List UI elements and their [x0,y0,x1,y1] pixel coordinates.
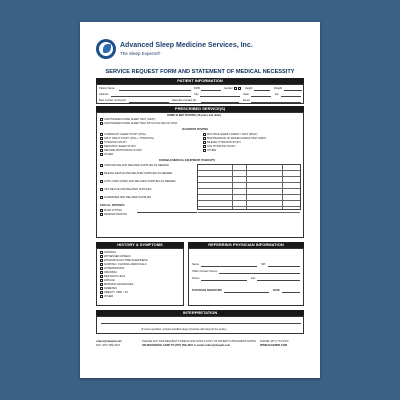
history-checkbox[interactable] [100,275,103,278]
mslt-checkbox[interactable] [203,133,206,136]
history-checkbox[interactable] [100,279,103,282]
state-field[interactable] [251,96,271,97]
history-checkbox[interactable] [100,291,103,294]
desensitization-checkbox[interactable] [100,213,103,216]
mwt-label: MAINTENANCE OF WAKEFULNESS TEST (MWT) [207,137,267,140]
asv-device-label: ASV DEVICE AND RELATED SUPPLIES [104,188,152,191]
history-checkbox[interactable] [100,267,103,270]
in-center-other-right-label: OTHER [207,149,217,152]
history-item: INSOMNIA [104,271,117,274]
gender-f-checkbox[interactable] [238,87,241,90]
physician-name-field[interactable] [201,266,257,267]
mslt-label: MULTIPLE SLEEP LATENCY TEST (MSLT) [207,133,258,136]
split-night-label: SPLIT NIGHT STUDY (PSG + TITRATION) [104,137,154,140]
company-name: Advanced Sleep Medicine Services, Inc. [120,42,253,49]
history-item: SNORING [104,251,117,254]
seizure-label: SEIZURE MONITORING STUDY [104,149,143,152]
psg-label: OVERNIGHT SLEEP STUDY (PSG) [104,133,146,136]
history-checkbox[interactable] [100,283,103,286]
history-checkbox[interactable] [100,287,103,290]
company-tagline: The Sleep Experts® [120,51,161,56]
history-item: EXCESSIVE DAYTIME SLEEPINESS [104,259,148,262]
physician-name-label: Name [192,263,199,266]
asv-titration-label: ASV TITRATION STUDY [207,145,236,148]
history-item: OTHER [104,295,114,298]
history-checkbox[interactable] [100,295,103,298]
history-item: FATIGUE [104,279,115,282]
fax-field[interactable] [257,280,300,281]
history-item: RESTLESS LEGS [104,275,126,278]
history-checkbox[interactable] [100,259,103,262]
bilevel-device-label: BILEVEL DEVICE AND RELATED SUPPLIES AS NEEDED [104,172,173,175]
field-city-label: City [194,93,199,96]
history-section [96,248,184,306]
history-checkbox[interactable] [100,271,103,274]
psg-checkbox[interactable] [100,133,103,136]
field-patient-name-label: Patient Name [99,87,115,90]
field-zip-label: Zip [275,93,279,96]
history-item: DIABETES [104,287,117,290]
apap-device-label: AUTO-CPAP (APAP) AND RELATED SUPPLIES AS NEEDED [104,180,176,183]
fax-label: Fax [251,277,256,280]
apap-device-checkbox[interactable] [100,180,103,183]
table-divider [232,165,233,209]
in-center-other-right-checkbox[interactable] [203,149,206,152]
gender-m-checkbox[interactable] [234,87,237,90]
split-night-checkbox[interactable] [100,137,103,140]
history-item: OBESITY / BMI > 30 [104,291,128,294]
prescribed-services-section [96,112,304,238]
history-checkbox[interactable] [100,255,103,258]
dob-field[interactable] [201,90,221,91]
weight-field[interactable] [284,90,302,91]
interpretation-section [96,316,304,334]
mask-fitting-label: MASK FITTING [104,209,123,212]
footer-phone: PHONE: (877) 773-3373 [260,340,289,343]
company-logo-icon [96,39,116,59]
cpap-device-label: CPAP DEVICE AND RELATED SUPPLIES AS NEEDED [104,164,169,167]
footer-instructions-line2: OR INSURANCE CARD TO (877) 959-4227 or email orders@sleepdr.com [142,344,231,347]
cpap-device-checkbox[interactable] [100,164,103,167]
interpretation-header: INTERPRETATION [96,310,304,316]
form-title: SERVICE REQUEST FORM AND STATEMENT OF MEDICAL NECESSITY [105,69,295,75]
history-checkbox[interactable] [100,251,103,254]
prescribed-services-header: PRESCRIBED SERVICE(S) [96,106,304,112]
titration-label: TITRATION STUDY [104,141,128,144]
patient-info-header: PATIENT INFORMATION [96,78,304,84]
table-divider [246,165,247,209]
field-contact-label: Best contact number(s) [99,99,126,102]
bilevel-titration-checkbox[interactable] [203,141,206,144]
field-state-label: State [243,93,250,96]
email-field[interactable] [251,102,301,103]
phone-field[interactable] [201,280,247,281]
alt-contact-field[interactable] [201,102,239,103]
zip-field[interactable] [281,96,301,97]
physician-header: REFERRING PHYSICIAN INFORMATION [188,242,304,248]
hsat-cpap-checkbox[interactable] [100,122,103,125]
form-header [96,39,306,63]
field-height-label: Height [245,87,253,90]
table-divider [282,165,283,209]
footer-email[interactable]: orders@sleepdr.com [96,340,122,343]
hsat-label: UNATTENDED HOME SLEEP TEST (HSAT) [104,118,156,121]
patient-name-field[interactable] [119,90,191,91]
history-item: MORNING HEADACHES [104,283,134,286]
field-email-label: Email [243,99,250,102]
mask-fitting-checkbox[interactable] [100,209,103,212]
asv-titration-checkbox[interactable] [203,145,206,148]
pediatric-checkbox[interactable] [100,145,103,148]
interpretation-note: (If none specified, a board-certified sleep physician will interpret the study.) [141,328,227,331]
field-weight-label: Weight [274,87,283,90]
office-contact-label: Office Contact Person [192,270,218,273]
hsat-checkbox[interactable] [100,118,103,121]
hsat-cpap-label: UNATTENDED HOME SLEEP TEST WITH FOLLOW-UP CPAP [104,122,178,125]
in-center-other-left-label: OTHER [104,153,114,156]
contact-number-field[interactable] [129,102,169,103]
date-label: DATE [273,289,280,292]
date-field[interactable] [282,292,300,293]
field-dob-label: DOB [194,87,200,90]
footer-fax: FAX: (877) 959-4227 [96,344,121,347]
city-field[interactable] [200,96,240,97]
seizure-checkbox[interactable] [100,149,103,152]
service-request-form [80,22,320,378]
history-item: WITNESSED APNEAS [104,255,131,258]
in-center-other-left-checkbox[interactable] [100,153,103,156]
desensitization-label: DESENSITIZATION [104,213,128,216]
signature-field[interactable] [224,292,269,293]
footer-website[interactable]: WWW.SLEEPDR.COM [260,344,287,347]
asv-device-checkbox[interactable] [100,188,103,191]
bilevel-titration-label: BILEVEL TITRATION STUDY [207,141,242,144]
field-alt-contact-label: Alternate Contact No. [172,99,197,102]
phone-label: Phone [192,277,200,280]
npi-field[interactable] [268,266,300,267]
titration-checkbox[interactable] [100,141,103,144]
for-all-patients-heading: FOR ALL PATIENTS: [100,204,126,207]
mwt-checkbox[interactable] [203,137,206,140]
signature-label: PHYSICIAN SIGNATURE [192,289,222,292]
dme-heading: DURABLE MEDICAL EQUIPMENT (THERAPY) [159,159,216,162]
history-checkbox[interactable] [100,263,103,266]
pediatric-label: PEDIATRIC SLEEP STUDY [104,145,137,148]
interpreting-physician-field[interactable] [101,323,301,324]
address-field[interactable] [111,96,191,97]
home-sleep-testing-heading: HOME SLEEP TESTING (18 years and older) [167,114,222,117]
office-contact-field[interactable] [219,273,300,274]
history-header: HISTORY & SYMPTOMS [96,242,184,248]
field-address-label: Address [99,93,109,96]
history-item: HYPERTENSION [104,267,125,270]
history-item: GASPING / CHOKING ARROUSALS [104,263,147,266]
table-row [198,207,300,213]
humidifier-label: HUMIDIFIER AND RELATED SUPPLIES [104,196,152,199]
in-center-heading: IN-CENTER TESTING [182,128,209,131]
height-field[interactable] [254,90,270,91]
physician-section [188,248,304,306]
field-gender-label: Gender [224,87,233,90]
duration-field[interactable] [137,212,197,213]
footer-instructions-line1: PLEASE FAX THIS REQUEST FORM ALONG WITH A COPY OF PATIENT'S PROGRESS NOTES [142,340,256,343]
humidifier-checkbox[interactable] [100,196,103,199]
npi-label: NPI [261,263,266,266]
dme-settings-table [197,164,301,210]
bilevel-device-checkbox[interactable] [100,172,103,175]
patient-info-section [96,84,304,104]
